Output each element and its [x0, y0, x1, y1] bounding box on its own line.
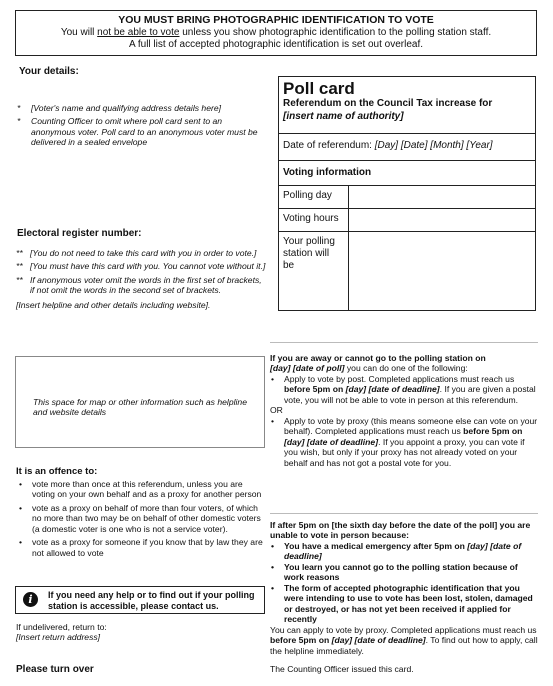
divider-1	[270, 342, 538, 343]
offence-item: • vote as a proxy for someone if you know that by law they are not allowed to vote	[19, 537, 263, 558]
offence-item: • vote more than once at this referendum, unless you are voting on your own behalf and as a proxy for another person	[19, 479, 262, 500]
postal-vote-text: Apply to vote by post. Completed applications must reach us	[284, 373, 515, 384]
banner-title: YOU MUST BRING PHOTOGRAPHIC IDENTIFICATION TO VOTE	[118, 14, 434, 26]
help-box-text: If you need any help or to find out if your polling station is accessible, please contact us.	[48, 590, 255, 611]
divider-2	[270, 513, 538, 514]
poll-card-title: Poll card	[283, 79, 355, 98]
photo-id-banner	[15, 10, 537, 56]
voting-hours-label: Voting hours	[279, 209, 349, 231]
offence-list	[16, 479, 266, 558]
postal-vote-text-post: . If you are given a postal vote, you will not be able to vote in person at this referendum.	[284, 384, 536, 405]
register-number-heading: Electoral register number:	[17, 228, 142, 239]
return-address	[16, 622, 107, 643]
away-heading	[270, 353, 538, 374]
register-notes	[16, 248, 266, 310]
polling-station-label: Your polling station will be	[279, 232, 349, 311]
after-5pm-item-text: You learn you cannot go to the polling station because of work reasons	[284, 561, 518, 583]
or-label: OR	[270, 405, 283, 416]
note-marker: *	[17, 116, 21, 127]
banner-line-1-underlined: not be able to vote	[97, 26, 180, 38]
polling-day-row	[279, 186, 535, 209]
banner-line-2: A full list of accepted photographic identification is set out overleaf.	[128, 38, 424, 50]
return-label: If undelivered, return to:	[16, 622, 107, 632]
poll-card	[278, 76, 536, 311]
voting-hours-value	[349, 209, 535, 231]
voting-hours-row	[279, 209, 535, 232]
postal-vote-deadline: [day] [date of deadline]	[345, 384, 440, 395]
after-5pm-heading: If after 5pm on [the sixth day before the date of the poll] you are unable to vote in person because:	[270, 520, 531, 541]
note-text: [You must have this card with you. You cannot vote without it.]	[30, 261, 266, 272]
referendum-date-label: Date of referendum:	[283, 140, 375, 151]
after-5pm-item-text: You have a medical emergency after 5pm on	[284, 540, 468, 551]
offence-item-text: vote as a proxy on behalf of more than four voters, of which no more than two may be on behalf of other domestic voters (a domestic voter is one who is not a service voter).	[32, 502, 261, 534]
away-section	[270, 353, 538, 468]
proxy-vote-deadline: [day] [date of deadline]	[284, 436, 379, 447]
after-5pm-item: • You have a medical emergency after 5pm on [day] [date of deadline]	[271, 540, 522, 562]
after-5pm-item-text: The form of accepted photographic identification that you were intending to use to vote has been lost, stolen, damaged or destroyed, or has not yet been received if applied for recently	[284, 582, 533, 625]
offence-item-text: vote more than once at this referendum, unless you are voting on your own behalf and as a proxy for another person	[32, 479, 262, 500]
note-text: Counting Officer to omit where poll card sent to an anonymous voter. Poll card to an anonymous voter must be delivered in a sealed envelope	[31, 116, 258, 148]
note-marker: *	[17, 103, 21, 113]
after-5pm-para-post: . To find out how to apply, call the helpline immediately.	[270, 635, 538, 656]
after-5pm-para-deadline-label: before 5pm on	[270, 635, 332, 646]
postal-vote-deadline-label: before 5pm on	[284, 384, 346, 395]
helpline-note: [Insert helpline and other details including website].	[16, 299, 211, 310]
postal-vote-item: • Apply to vote by post. Completed applications must reach us before 5pm on [day] [date of deadline]. If you are given a postal vote, you will not be able to vote in person at this referendum.	[271, 373, 536, 405]
proxy-vote-deadline-label: before 5pm on	[463, 426, 523, 437]
note-text: [Voter's name and qualifying address details here]	[31, 103, 222, 113]
register-note	[16, 261, 266, 271]
referendum-date-value: [Day] [Date] [Month] [Year]	[374, 140, 493, 151]
note-marker: **	[16, 274, 23, 285]
banner-line-1	[16, 27, 536, 39]
proxy-vote-item: • Apply to vote by proxy (this means someone else can vote on your behalf). Completed applications must reach us before 5pm on [day] [date of deadline]. If you appoint a proxy, you can vote if you wish, but only if your proxy has not already voted on your behalf and has not got a postal vote for you.	[271, 415, 538, 468]
voting-information-heading: Voting information	[279, 161, 535, 186]
your-details-heading: Your details:	[19, 66, 79, 77]
poll-card-authority: [insert name of authority]	[283, 110, 404, 122]
details-note	[17, 116, 262, 147]
after-5pm-section	[270, 520, 538, 675]
after-5pm-paragraph	[270, 625, 538, 656]
banner-line-1-pre: You will	[60, 26, 98, 38]
help-box	[15, 586, 265, 614]
polling-day-value	[349, 186, 535, 208]
polling-day-label: Polling day	[279, 186, 349, 208]
referendum-date	[279, 134, 535, 161]
offence-heading: It is an offence to:	[16, 466, 98, 477]
poll-card-subtitle	[279, 98, 535, 134]
note-marker: **	[16, 261, 23, 272]
after-5pm-para-deadline: [day] [date of deadline]	[331, 635, 426, 646]
after-5pm-para-pre: You can apply to vote by proxy. Completed applications must reach us	[270, 624, 537, 635]
register-note	[16, 275, 266, 296]
proxy-vote-text-post: . If you appoint a proxy, you can vote if you wish, but only if your proxy has not already voted on your behalf and has not got a postal vote for you.	[284, 436, 525, 468]
note-text: [You do not need to take this card with you in order to vote.]	[30, 248, 257, 258]
after-5pm-item-date: [day] [date of deadline]	[284, 540, 522, 562]
after-5pm-item: • You learn you cannot go to the polling station because of work reasons	[271, 561, 518, 583]
register-note	[16, 248, 266, 258]
return-address-placeholder: [Insert return address]	[16, 632, 101, 643]
details-notes	[17, 103, 262, 148]
note-marker: **	[16, 248, 23, 258]
away-heading-pre: If you are away or cannot go to the polling station on	[270, 353, 486, 363]
banner-line-1-post: unless you show photographic identification to the polling station staff.	[179, 26, 492, 38]
details-note	[17, 103, 262, 113]
away-heading-post: you can do one of the following:	[344, 363, 468, 374]
offence-item-text: vote as a proxy for someone if you know that by law they are not allowed to vote	[32, 537, 263, 558]
away-heading-date: [day] [date of poll]	[270, 363, 345, 374]
proxy-vote-text: Apply to vote by proxy (this means someone else can vote on your behalf). Completed applications must reach us	[284, 415, 538, 437]
issued-statement: The Counting Officer issued this card.	[270, 664, 414, 675]
after-5pm-item: • The form of accepted photographic identification that you were intending to use to vote has been lost, stolen, damaged or destroyed, or has not yet been received if applied for recently	[271, 582, 533, 625]
map-info-box	[15, 356, 265, 448]
offence-item: • vote as a proxy on behalf of more than four voters, of which no more than two may be on behalf of other domestic voters (a domestic voter is one who is not a service voter).	[19, 502, 261, 534]
map-info-text: This space for map or other information such as helpline and website details	[33, 397, 247, 418]
poll-card-subtitle-line-1: Referendum on the Council Tax increase for	[283, 98, 493, 109]
note-text: If anonymous voter omit the words in the first set of brackets, if not omit the words in the second set of brackets.	[30, 274, 262, 296]
info-icon: i	[23, 592, 38, 607]
polling-station-value	[349, 232, 535, 311]
polling-station-row	[279, 232, 535, 311]
please-turn-over: Please turn over	[16, 664, 94, 675]
